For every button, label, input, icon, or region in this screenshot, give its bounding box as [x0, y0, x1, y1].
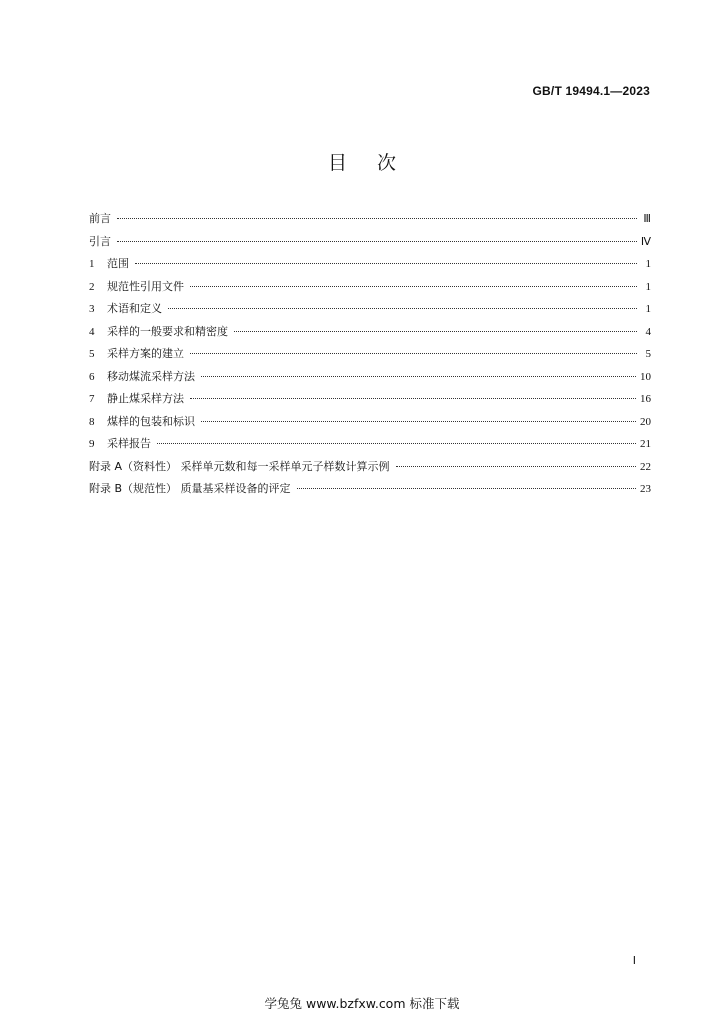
- toc-entry-6[interactable]: [89, 366, 651, 389]
- toc-entry-introduction[interactable]: [89, 231, 651, 254]
- toc-entry-1[interactable]: [89, 253, 651, 276]
- toc-entry-number: 3: [89, 303, 95, 315]
- toc-leader-dots: [396, 466, 636, 467]
- toc-entry-label: 前言: [89, 212, 111, 225]
- toc-entry-number: 7: [89, 393, 95, 405]
- toc-entry-label: 范围: [107, 257, 129, 270]
- toc-entry-5[interactable]: [89, 343, 651, 366]
- toc-entry-9[interactable]: [89, 433, 651, 456]
- toc-entry-annex-b[interactable]: [89, 478, 651, 501]
- toc-entry-label: 引言: [89, 234, 111, 248]
- toc-entry-4[interactable]: [89, 321, 651, 344]
- toc-entry-number: 2: [89, 280, 95, 293]
- toc-entry-3[interactable]: [89, 298, 651, 321]
- toc-entry-label: 采样的一般要求和精密度: [107, 324, 228, 338]
- toc-entry-number: 5: [89, 348, 95, 360]
- toc-entry-page: Ⅲ: [643, 213, 651, 225]
- toc-leader-dots: [234, 331, 637, 332]
- toc-entry-8[interactable]: [89, 411, 651, 434]
- toc-entry-page: Ⅳ: [640, 235, 651, 248]
- toc-leader-dots: [201, 376, 636, 377]
- toc-leader-dots: [190, 286, 637, 287]
- toc-leader-dots: [190, 398, 636, 399]
- toc-leader-dots: [168, 308, 637, 309]
- toc-entry-label: 煤样的包装和标识: [107, 414, 195, 428]
- toc-entry-annex-a[interactable]: [89, 456, 651, 479]
- table-of-contents: [89, 208, 651, 501]
- standard-code: GB/T 19494.1—2023: [532, 84, 650, 98]
- toc-entry-label: 术语和定义: [107, 302, 162, 315]
- toc-entry-2[interactable]: [89, 276, 651, 299]
- toc-leader-dots: [201, 421, 636, 422]
- toc-entry-number: 1: [89, 258, 95, 270]
- toc-entry-page: 1: [645, 303, 651, 315]
- toc-entry-page: 4: [645, 325, 651, 338]
- toc-entry-page: 23: [640, 483, 651, 495]
- toc-entry-label: 规范性引用文件: [107, 279, 184, 293]
- toc-entry-label: 采样报告: [107, 437, 151, 450]
- toc-entry-page: 20: [640, 415, 651, 428]
- toc-entry-number: 8: [89, 415, 95, 428]
- toc-leader-dots: [135, 263, 637, 264]
- toc-entry-page: 21: [640, 438, 651, 450]
- toc-leader-dots: [157, 443, 636, 444]
- toc-entry-page: 5: [645, 348, 651, 360]
- page-number: Ⅰ: [632, 955, 636, 967]
- toc-leader-dots: [297, 488, 636, 489]
- toc-entry-page: 1: [645, 280, 651, 293]
- toc-entry-number: 4: [89, 325, 95, 338]
- page-title: 目次: [327, 152, 426, 174]
- toc-entry-number: 6: [89, 370, 95, 383]
- toc-entry-foreword[interactable]: [89, 208, 651, 231]
- toc-entry-label: 附录 B（规范性） 质量基采样设备的评定: [89, 482, 291, 495]
- toc-leader-dots: [117, 241, 637, 242]
- toc-leader-dots: [117, 218, 637, 219]
- toc-entry-number: 9: [89, 438, 95, 450]
- toc-entry-label: 静止煤采样方法: [107, 392, 184, 405]
- toc-entry-page: 16: [640, 393, 651, 405]
- toc-entry-label: 附录 A（资料性） 采样单元数和每一采样单元子样数计算示例: [89, 459, 390, 473]
- footer-watermark: 学兔兔 www.bzfxw.com 标准下载: [264, 996, 460, 1011]
- toc-entry-label: 采样方案的建立: [107, 347, 184, 360]
- toc-entry-page: 1: [645, 258, 651, 270]
- toc-entry-page: 10: [640, 370, 651, 383]
- toc-entry-label: 移动煤流采样方法: [107, 369, 195, 383]
- toc-leader-dots: [190, 353, 637, 354]
- toc-entry-7[interactable]: [89, 388, 651, 411]
- toc-entry-page: 22: [640, 460, 651, 473]
